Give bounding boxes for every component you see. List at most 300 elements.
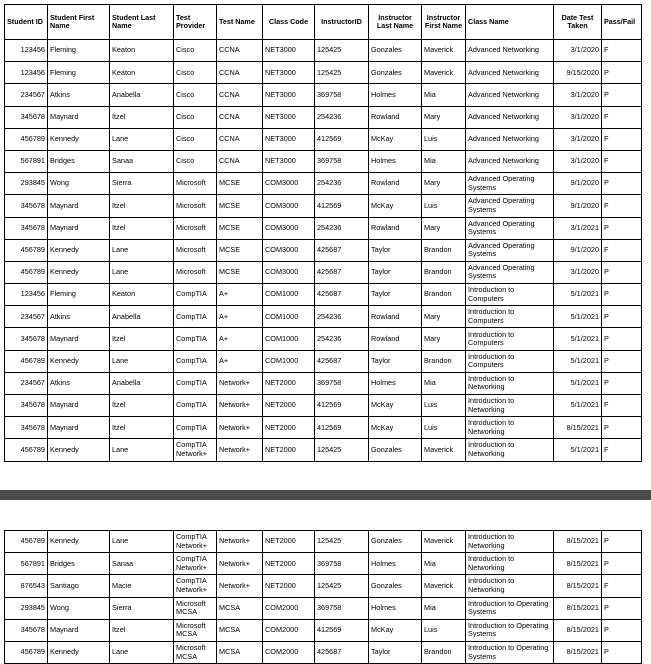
cell-date-test-taken: 3/1/2020 — [554, 128, 602, 150]
cell-instructor-last-name: Taylor — [369, 641, 422, 663]
cell-date-test-taken: 3/1/2020 — [554, 150, 602, 172]
cell-instructor-first-name: Brandon — [422, 284, 466, 306]
table-body-page-2 — [5, 531, 642, 664]
cell-student-first-name: Maynard — [48, 395, 110, 417]
table-row — [5, 195, 642, 217]
cell-date-test-taken: 3/1/2020 — [554, 40, 602, 62]
cell-class-code: NET2000 — [263, 553, 315, 575]
cell-date-test-taken: 9/1/2020 — [554, 239, 602, 261]
cell-student-id: 345678 — [5, 217, 48, 239]
page-break-divider — [0, 490, 651, 500]
cell-class-code: NET3000 — [263, 106, 315, 128]
cell-instructor-last-name: McKay — [369, 128, 422, 150]
cell-date-test-taken: 8/15/2021 — [554, 619, 602, 641]
test-results-table-page-1 — [4, 4, 642, 462]
cell-instructor-first-name: Mia — [422, 553, 466, 575]
cell-class-name: Introduction to Operating Systems — [466, 619, 554, 641]
cell-student-id: 456789 — [5, 261, 48, 283]
cell-date-test-taken: 9/1/2020 — [554, 173, 602, 195]
cell-instructor-id: 369758 — [315, 84, 369, 106]
cell-instructor-last-name: McKay — [369, 619, 422, 641]
cell-test-name: MCSE — [217, 217, 263, 239]
cell-test-provider: Microsoft MCSA — [174, 641, 217, 663]
cell-pass-fail: P — [602, 217, 642, 239]
cell-instructor-id: 412569 — [315, 619, 369, 641]
cell-student-id: 345678 — [5, 395, 48, 417]
cell-student-id: 293845 — [5, 173, 48, 195]
cell-instructor-id: 412569 — [315, 395, 369, 417]
cell-test-name: CCNA — [217, 128, 263, 150]
cell-class-name: Introduction to Networking — [466, 439, 554, 461]
cell-test-name: MCSE — [217, 261, 263, 283]
header-row — [5, 5, 642, 40]
cell-instructor-last-name: Gonzales — [369, 62, 422, 84]
cell-date-test-taken: 9/1/2020 — [554, 195, 602, 217]
cell-test-name: MCSA — [217, 641, 263, 663]
cell-date-test-taken: 3/1/2020 — [554, 106, 602, 128]
table-row — [5, 40, 642, 62]
cell-student-first-name: Santiago — [48, 575, 110, 597]
cell-student-id: 123456 — [5, 40, 48, 62]
table-row — [5, 575, 642, 597]
cell-test-name: MCSE — [217, 195, 263, 217]
cell-instructor-id: 254236 — [315, 217, 369, 239]
cell-instructor-first-name: Luis — [422, 417, 466, 439]
table-row — [5, 531, 642, 553]
cell-instructor-id: 425687 — [315, 261, 369, 283]
cell-class-name: Advanced Networking — [466, 150, 554, 172]
cell-student-id: 345678 — [5, 328, 48, 350]
cell-student-last-name: Anabella — [110, 84, 174, 106]
cell-date-test-taken: 8/15/2021 — [554, 417, 602, 439]
cell-instructor-first-name: Maverick — [422, 575, 466, 597]
table-row — [5, 217, 642, 239]
cell-instructor-id: 125425 — [315, 62, 369, 84]
cell-instructor-first-name: Mia — [422, 84, 466, 106]
header-date-test-taken: Date Test Taken — [554, 5, 602, 40]
cell-class-code: NET3000 — [263, 150, 315, 172]
cell-student-last-name: Lane — [110, 350, 174, 372]
cell-test-name: Network+ — [217, 553, 263, 575]
cell-class-name: Advanced Networking — [466, 128, 554, 150]
cell-class-code: COM3000 — [263, 173, 315, 195]
cell-class-code: NET2000 — [263, 575, 315, 597]
cell-student-id: 234567 — [5, 84, 48, 106]
cell-class-name: Advanced Operating Systems — [466, 195, 554, 217]
cell-class-name: Introduction to Computers — [466, 328, 554, 350]
cell-test-name: MCSE — [217, 239, 263, 261]
cell-instructor-last-name: Taylor — [369, 261, 422, 283]
cell-test-name: MCSA — [217, 619, 263, 641]
cell-student-id: 345678 — [5, 417, 48, 439]
cell-pass-fail: F — [602, 395, 642, 417]
cell-test-name: Network+ — [217, 417, 263, 439]
cell-date-test-taken: 5/1/2021 — [554, 284, 602, 306]
cell-student-last-name: Macie — [110, 575, 174, 597]
cell-student-first-name: Maynard — [48, 328, 110, 350]
cell-test-provider: Microsoft — [174, 195, 217, 217]
cell-student-id: 345678 — [5, 619, 48, 641]
header-pass-fail: Pass/Fail — [602, 5, 642, 40]
cell-pass-fail: P — [602, 328, 642, 350]
cell-test-provider: Microsoft — [174, 217, 217, 239]
cell-student-last-name: Keaton — [110, 40, 174, 62]
cell-student-first-name: Kennedy — [48, 641, 110, 663]
header-class-name: Class Name — [466, 5, 554, 40]
cell-test-name: MCSE — [217, 173, 263, 195]
table-row — [5, 553, 642, 575]
cell-instructor-first-name: Mia — [422, 150, 466, 172]
cell-class-name: Introduction to Networking — [466, 417, 554, 439]
cell-student-first-name: Atkins — [48, 84, 110, 106]
cell-test-provider: CompTIA — [174, 350, 217, 372]
cell-test-provider: CompTIA — [174, 328, 217, 350]
header-class-code: Class Code — [263, 5, 315, 40]
cell-student-first-name: Fleming — [48, 62, 110, 84]
cell-test-provider: CompTIA Network+ — [174, 531, 217, 553]
cell-instructor-last-name: Taylor — [369, 284, 422, 306]
cell-instructor-id: 254236 — [315, 173, 369, 195]
cell-instructor-last-name: Rowland — [369, 328, 422, 350]
cell-instructor-id: 412569 — [315, 195, 369, 217]
cell-student-last-name: Sierra — [110, 173, 174, 195]
header-instructor-last-name: Instructor Last Name — [369, 5, 422, 40]
cell-student-last-name: Sierra — [110, 597, 174, 619]
cell-instructor-id: 425687 — [315, 350, 369, 372]
header-student-id: Student ID — [5, 5, 48, 40]
cell-date-test-taken: 8/15/2021 — [554, 641, 602, 663]
cell-student-last-name: Keaton — [110, 284, 174, 306]
cell-instructor-first-name: Mary — [422, 328, 466, 350]
table-row — [5, 597, 642, 619]
cell-student-id: 234567 — [5, 372, 48, 394]
cell-test-provider: CompTIA — [174, 284, 217, 306]
cell-instructor-first-name: Mary — [422, 217, 466, 239]
cell-class-name: Advanced Operating Systems — [466, 217, 554, 239]
cell-instructor-first-name: Brandon — [422, 239, 466, 261]
cell-class-name: Advanced Networking — [466, 40, 554, 62]
cell-pass-fail: P — [602, 261, 642, 283]
cell-test-provider: CompTIA — [174, 395, 217, 417]
cell-class-code: NET3000 — [263, 84, 315, 106]
cell-student-last-name: Lane — [110, 239, 174, 261]
page-top-margin — [0, 500, 651, 530]
cell-student-id: 456789 — [5, 439, 48, 461]
cell-class-name: Advanced Operating Systems — [466, 261, 554, 283]
table-row — [5, 641, 642, 663]
cell-student-first-name: Kennedy — [48, 350, 110, 372]
cell-pass-fail: F — [602, 40, 642, 62]
cell-student-last-name: Itzel — [110, 619, 174, 641]
cell-student-last-name: Keaton — [110, 62, 174, 84]
table-row — [5, 150, 642, 172]
cell-date-test-taken: 5/1/2021 — [554, 439, 602, 461]
cell-instructor-first-name: Mia — [422, 372, 466, 394]
cell-instructor-last-name: Holmes — [369, 150, 422, 172]
test-results-table-page-2 — [4, 530, 642, 664]
cell-test-provider: Microsoft MCSA — [174, 597, 217, 619]
cell-test-provider: Cisco — [174, 128, 217, 150]
cell-pass-fail: P — [602, 306, 642, 328]
cell-instructor-last-name: Rowland — [369, 173, 422, 195]
cell-instructor-last-name: Taylor — [369, 350, 422, 372]
cell-student-last-name: Itzel — [110, 328, 174, 350]
cell-instructor-last-name: Rowland — [369, 306, 422, 328]
cell-instructor-id: 412569 — [315, 128, 369, 150]
cell-date-test-taken: 8/15/2021 — [554, 553, 602, 575]
cell-student-id: 123456 — [5, 284, 48, 306]
cell-student-first-name: Maynard — [48, 217, 110, 239]
cell-class-name: Introduction to Networking — [466, 372, 554, 394]
header-student-first-name: Student First Name — [48, 5, 110, 40]
cell-pass-fail: P — [602, 641, 642, 663]
cell-student-first-name: Maynard — [48, 417, 110, 439]
cell-student-last-name: Lane — [110, 641, 174, 663]
cell-instructor-last-name: Rowland — [369, 106, 422, 128]
cell-pass-fail: P — [602, 84, 642, 106]
cell-student-id: 456789 — [5, 350, 48, 372]
cell-test-name: CCNA — [217, 150, 263, 172]
cell-class-name: Introduction to Networking — [466, 575, 554, 597]
cell-instructor-id: 369758 — [315, 372, 369, 394]
cell-student-first-name: Maynard — [48, 195, 110, 217]
cell-student-id: 456789 — [5, 239, 48, 261]
cell-class-code: COM3000 — [263, 217, 315, 239]
table-row — [5, 261, 642, 283]
cell-pass-fail: F — [602, 575, 642, 597]
cell-student-first-name: Atkins — [48, 306, 110, 328]
cell-class-name: Introduction to Networking — [466, 553, 554, 575]
cell-class-code: NET3000 — [263, 62, 315, 84]
table-row — [5, 84, 642, 106]
cell-instructor-last-name: McKay — [369, 417, 422, 439]
cell-instructor-id: 254236 — [315, 106, 369, 128]
cell-student-last-name: Itzel — [110, 195, 174, 217]
cell-date-test-taken: 5/1/2021 — [554, 306, 602, 328]
cell-instructor-first-name: Mary — [422, 306, 466, 328]
cell-instructor-first-name: Brandon — [422, 641, 466, 663]
cell-student-id: 456789 — [5, 128, 48, 150]
cell-student-first-name: Kennedy — [48, 239, 110, 261]
cell-student-last-name: Itzel — [110, 417, 174, 439]
cell-student-first-name: Kennedy — [48, 531, 110, 553]
header-test-provider: Test Provider — [174, 5, 217, 40]
cell-test-name: CCNA — [217, 106, 263, 128]
cell-instructor-id: 254236 — [315, 328, 369, 350]
cell-test-name: MCSA — [217, 597, 263, 619]
cell-test-provider: CompTIA — [174, 417, 217, 439]
cell-date-test-taken: 8/15/2021 — [554, 597, 602, 619]
cell-instructor-id: 125425 — [315, 575, 369, 597]
cell-test-provider: Cisco — [174, 106, 217, 128]
cell-instructor-id: 369758 — [315, 553, 369, 575]
cell-student-first-name: Maynard — [48, 619, 110, 641]
cell-student-id: 456789 — [5, 531, 48, 553]
cell-test-provider: Cisco — [174, 150, 217, 172]
cell-instructor-id: 369758 — [315, 150, 369, 172]
cell-instructor-first-name: Luis — [422, 195, 466, 217]
cell-instructor-last-name: Rowland — [369, 217, 422, 239]
cell-pass-fail: P — [602, 597, 642, 619]
cell-class-code: COM2000 — [263, 597, 315, 619]
cell-student-last-name: Lane — [110, 439, 174, 461]
cell-class-code: COM1000 — [263, 350, 315, 372]
cell-class-code: COM1000 — [263, 328, 315, 350]
cell-pass-fail: F — [602, 150, 642, 172]
cell-student-first-name: Fleming — [48, 284, 110, 306]
cell-class-name: Advanced Operating Systems — [466, 239, 554, 261]
table-row — [5, 284, 642, 306]
cell-student-id: 345678 — [5, 195, 48, 217]
cell-class-code: COM3000 — [263, 239, 315, 261]
cell-test-provider: CompTIA Network+ — [174, 575, 217, 597]
table-row — [5, 417, 642, 439]
cell-instructor-first-name: Maverick — [422, 531, 466, 553]
table-row — [5, 62, 642, 84]
cell-test-name: CCNA — [217, 84, 263, 106]
cell-student-id: 123456 — [5, 62, 48, 84]
cell-test-name: A+ — [217, 350, 263, 372]
cell-instructor-first-name: Brandon — [422, 350, 466, 372]
cell-instructor-first-name: Maverick — [422, 62, 466, 84]
cell-test-name: A+ — [217, 284, 263, 306]
table-row — [5, 439, 642, 461]
cell-date-test-taken: 3/1/2021 — [554, 217, 602, 239]
cell-test-name: Network+ — [217, 395, 263, 417]
cell-student-first-name: Kennedy — [48, 439, 110, 461]
cell-pass-fail: F — [602, 439, 642, 461]
cell-instructor-id: 125425 — [315, 40, 369, 62]
cell-class-name: Introduction to Computers — [466, 350, 554, 372]
cell-instructor-first-name: Luis — [422, 619, 466, 641]
cell-date-test-taken: 3/1/2020 — [554, 261, 602, 283]
cell-student-last-name: Itzel — [110, 217, 174, 239]
cell-test-provider: CompTIA Network+ — [174, 553, 217, 575]
cell-pass-fail: P — [602, 531, 642, 553]
cell-instructor-last-name: McKay — [369, 395, 422, 417]
cell-student-last-name: Lane — [110, 531, 174, 553]
cell-student-last-name: Anabella — [110, 306, 174, 328]
header-student-last-name: Student Last Name — [110, 5, 174, 40]
cell-student-first-name: Kennedy — [48, 128, 110, 150]
table-row — [5, 328, 642, 350]
cell-instructor-id: 125425 — [315, 531, 369, 553]
cell-instructor-last-name: Holmes — [369, 372, 422, 394]
cell-instructor-first-name: Mary — [422, 106, 466, 128]
cell-test-provider: CompTIA — [174, 306, 217, 328]
cell-student-last-name: Sanaa — [110, 553, 174, 575]
table-row — [5, 173, 642, 195]
cell-student-id: 293845 — [5, 597, 48, 619]
cell-student-first-name: Atkins — [48, 372, 110, 394]
table-row — [5, 239, 642, 261]
cell-instructor-first-name: Mary — [422, 173, 466, 195]
cell-student-last-name: Itzel — [110, 106, 174, 128]
cell-test-provider: Microsoft — [174, 239, 217, 261]
header-instructor-id: InstructorID — [315, 5, 369, 40]
cell-class-name: Introduction to Operating Systems — [466, 597, 554, 619]
cell-class-code: NET3000 — [263, 40, 315, 62]
table-row — [5, 106, 642, 128]
cell-instructor-id: 425687 — [315, 641, 369, 663]
table-row — [5, 395, 642, 417]
table-row — [5, 619, 642, 641]
cell-test-name: A+ — [217, 328, 263, 350]
cell-instructor-last-name: Holmes — [369, 553, 422, 575]
header-test-name: Test Name — [217, 5, 263, 40]
cell-class-code: NET2000 — [263, 531, 315, 553]
cell-date-test-taken: 9/15/2020 — [554, 62, 602, 84]
cell-test-provider: Cisco — [174, 40, 217, 62]
cell-instructor-first-name: Maverick — [422, 439, 466, 461]
table-row — [5, 128, 642, 150]
cell-instructor-last-name: Gonzales — [369, 439, 422, 461]
cell-student-first-name: Wong — [48, 597, 110, 619]
cell-class-name: Advanced Networking — [466, 62, 554, 84]
cell-class-code: COM3000 — [263, 195, 315, 217]
cell-date-test-taken: 8/15/2021 — [554, 575, 602, 597]
cell-instructor-last-name: Gonzales — [369, 40, 422, 62]
cell-class-code: COM2000 — [263, 619, 315, 641]
cell-student-first-name: Wong — [48, 173, 110, 195]
cell-instructor-first-name: Mia — [422, 597, 466, 619]
cell-class-code: COM1000 — [263, 284, 315, 306]
cell-student-first-name: Bridges — [48, 150, 110, 172]
cell-student-last-name: Anabella — [110, 372, 174, 394]
cell-pass-fail: P — [602, 284, 642, 306]
cell-instructor-id: 425687 — [315, 239, 369, 261]
cell-student-id: 345678 — [5, 106, 48, 128]
cell-student-last-name: Lane — [110, 261, 174, 283]
cell-pass-fail: F — [602, 239, 642, 261]
cell-instructor-first-name: Luis — [422, 128, 466, 150]
cell-instructor-last-name: Taylor — [369, 239, 422, 261]
cell-student-last-name: Lane — [110, 128, 174, 150]
cell-test-provider: CompTIA Network+ — [174, 439, 217, 461]
cell-pass-fail: P — [602, 372, 642, 394]
cell-class-code: NET2000 — [263, 395, 315, 417]
cell-student-last-name: Itzel — [110, 395, 174, 417]
cell-class-name: Introduction to Computers — [466, 284, 554, 306]
cell-instructor-last-name: McKay — [369, 195, 422, 217]
cell-class-name: Introduction to Networking — [466, 395, 554, 417]
cell-test-name: Network+ — [217, 531, 263, 553]
cell-class-code: NET2000 — [263, 372, 315, 394]
cell-instructor-id: 254236 — [315, 306, 369, 328]
table-row — [5, 350, 642, 372]
table-row — [5, 372, 642, 394]
table-row — [5, 306, 642, 328]
cell-pass-fail: P — [602, 350, 642, 372]
cell-date-test-taken: 5/1/2021 — [554, 372, 602, 394]
cell-class-name: Advanced Operating Systems — [466, 173, 554, 195]
cell-student-id: 456789 — [5, 641, 48, 663]
cell-test-name: Network+ — [217, 439, 263, 461]
cell-instructor-last-name: Gonzales — [369, 531, 422, 553]
cell-student-id: 234567 — [5, 306, 48, 328]
cell-pass-fail: F — [602, 195, 642, 217]
cell-student-first-name: Kennedy — [48, 261, 110, 283]
cell-class-name: Introduction to Networking — [466, 531, 554, 553]
cell-test-provider: Microsoft MCSA — [174, 619, 217, 641]
cell-class-code: NET2000 — [263, 417, 315, 439]
cell-test-provider: Microsoft — [174, 261, 217, 283]
cell-instructor-last-name: Gonzales — [369, 575, 422, 597]
cell-pass-fail: P — [602, 62, 642, 84]
cell-instructor-id: 425687 — [315, 284, 369, 306]
cell-test-provider: Cisco — [174, 62, 217, 84]
cell-class-code: NET2000 — [263, 439, 315, 461]
